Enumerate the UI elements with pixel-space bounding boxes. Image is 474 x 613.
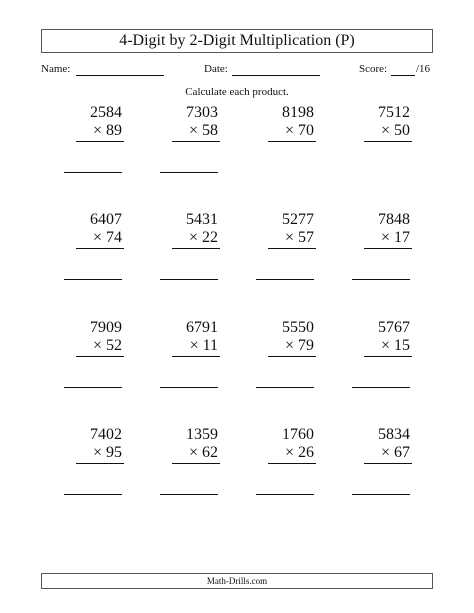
score-label: Score:: [359, 63, 388, 75]
multiplicand: 5277: [282, 211, 314, 228]
problem-rule: [268, 356, 316, 357]
problem-rule: [364, 356, 412, 357]
multiplication-problem: [352, 211, 412, 291]
multiplicand: 7402: [90, 426, 122, 443]
problem-rule: [76, 356, 124, 357]
problem-rule: [76, 141, 124, 142]
multiplier: × 89: [92, 122, 122, 139]
problem-rule: [268, 463, 316, 464]
answer-line[interactable]: [160, 494, 218, 495]
multiplier: × 52: [92, 337, 122, 354]
multiplier: × 17: [380, 229, 410, 246]
multiplicand: 2584: [90, 104, 122, 121]
multiplier: × 62: [188, 444, 218, 461]
answer-line[interactable]: [64, 387, 122, 388]
multiplier: × 57: [284, 229, 314, 246]
multiplicand: 7512: [378, 104, 410, 121]
multiplicand: 5431: [186, 211, 218, 228]
multiplicand: 5767: [378, 319, 410, 336]
multiplication-problem: [352, 319, 412, 399]
worksheet-title: 4-Digit by 2-Digit Multiplication (P): [119, 32, 355, 49]
footer-text: Math-Drills.com: [206, 575, 268, 586]
answer-line[interactable]: [352, 494, 410, 495]
name-label: Name:: [41, 63, 71, 75]
multiplication-problem: [160, 426, 220, 506]
multiplier: × 26: [284, 444, 314, 461]
multiplier: × 70: [284, 122, 314, 139]
score-total: /16: [416, 63, 431, 75]
multiplicand: 5550: [282, 319, 314, 336]
multiplier: × 58: [188, 122, 218, 139]
multiplication-problem: [64, 319, 124, 399]
answer-line[interactable]: [352, 387, 410, 388]
multiplier: × 11: [189, 337, 218, 354]
problem-rule: [364, 463, 412, 464]
multiplicand: 6407: [90, 211, 122, 228]
problem-rule: [172, 463, 220, 464]
multiplication-problem: [256, 426, 316, 506]
multiplicand: 7303: [186, 104, 218, 121]
problem-rule: [364, 141, 412, 142]
multiplication-problem: [256, 211, 316, 291]
multiplier: × 50: [380, 122, 410, 139]
multiplication-problem: [64, 426, 124, 506]
date-blank: [232, 75, 320, 76]
answer-line[interactable]: [256, 494, 314, 495]
problem-rule: [268, 248, 316, 249]
multiplicand: 8198: [282, 104, 314, 121]
problem-rule: [172, 248, 220, 249]
problem-rule: [364, 248, 412, 249]
multiplicand: 6791: [186, 319, 218, 336]
answer-line[interactable]: [352, 279, 410, 280]
problem-rule: [76, 248, 124, 249]
multiplier: × 95: [92, 444, 122, 461]
multiplication-problem: [256, 104, 316, 184]
date-label: Date:: [204, 63, 228, 75]
footer-box: [41, 573, 433, 589]
name-blank: [76, 75, 164, 76]
multiplicand: 1359: [186, 426, 218, 443]
answer-line[interactable]: [64, 279, 122, 280]
multiplication-problem: [64, 104, 124, 184]
multiplicand: 1760: [282, 426, 314, 443]
multiplier: × 79: [284, 337, 314, 354]
multiplier: × 67: [380, 444, 410, 461]
multiplicand: 7848: [378, 211, 410, 228]
worksheet-title-box: [41, 29, 433, 53]
multiplication-problem: [160, 211, 220, 291]
multiplication-problem: [352, 104, 412, 184]
multiplication-problem: [64, 211, 124, 291]
problem-rule: [172, 141, 220, 142]
multiplier: × 22: [188, 229, 218, 246]
problem-rule: [268, 141, 316, 142]
answer-line[interactable]: [256, 279, 314, 280]
problem-rule: [172, 356, 220, 357]
multiplication-problem: [256, 319, 316, 399]
multiplier: × 74: [92, 229, 122, 246]
multiplier: × 15: [380, 337, 410, 354]
answer-line[interactable]: [256, 387, 314, 388]
multiplication-problem: [160, 319, 220, 399]
multiplication-problem: [352, 426, 412, 506]
answer-line[interactable]: [64, 172, 122, 173]
problem-rule: [76, 463, 124, 464]
multiplicand: 7909: [90, 319, 122, 336]
answer-line[interactable]: [160, 387, 218, 388]
multiplicand: 5834: [378, 426, 410, 443]
answer-line[interactable]: [160, 279, 218, 280]
answer-line[interactable]: [64, 494, 122, 495]
multiplication-problem: [160, 104, 220, 184]
score-blank: [391, 75, 415, 76]
instructions: Calculate each product.: [185, 86, 289, 98]
answer-line[interactable]: [160, 172, 218, 173]
